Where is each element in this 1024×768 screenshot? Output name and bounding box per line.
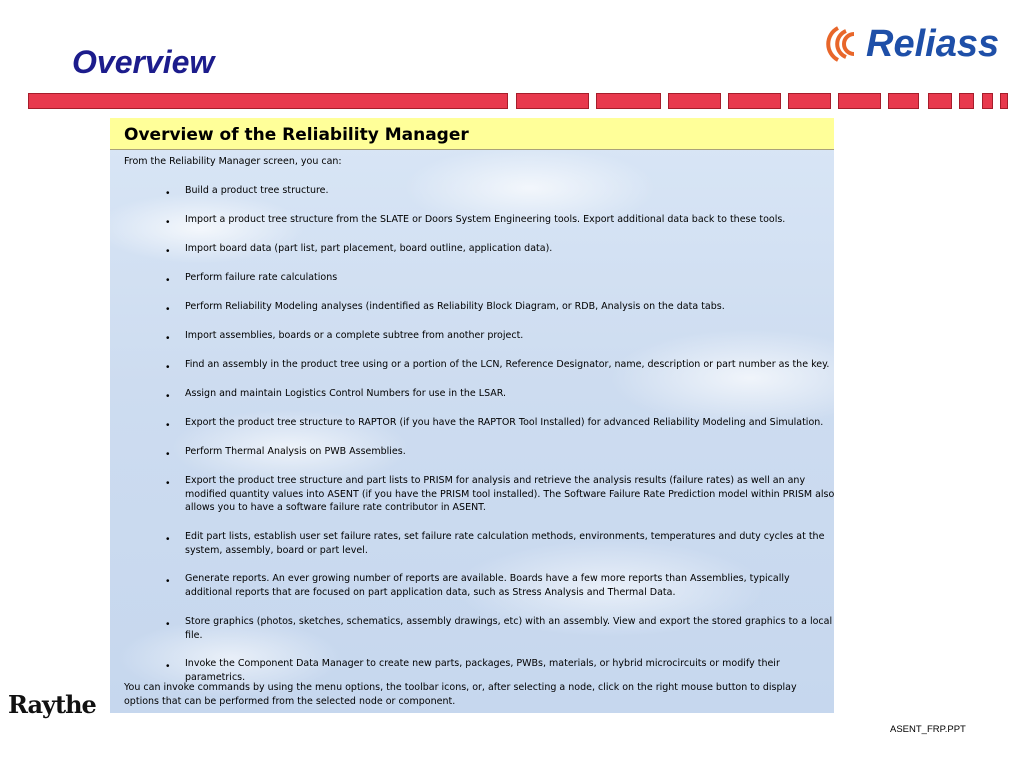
list-item: Perform failure rate calculations bbox=[185, 272, 338, 283]
slide-title: Overview bbox=[72, 44, 215, 80]
list-item: Import board data (part list, part placement, board outline, application data). bbox=[185, 243, 553, 254]
list-item: Assign and maintain Logistics Control Numbers for use in the LSAR. bbox=[185, 388, 507, 399]
stripe-segment bbox=[838, 93, 881, 109]
stripe-segment bbox=[959, 93, 974, 109]
bullet-icon: • bbox=[166, 449, 170, 460]
stripe-segment bbox=[928, 93, 952, 109]
footer-file-name: ASENT_FRP.PPT bbox=[890, 724, 966, 735]
list-item: Edit part lists, establish user set failure rates, set failure rate calculation methods, environments, temperatures and duty cycles at the system, assembly, board or part level. bbox=[185, 531, 825, 556]
stripe-segment bbox=[728, 93, 781, 109]
panel-title: Overview of the Reliability Manager bbox=[124, 125, 469, 145]
stripe-segment bbox=[28, 93, 508, 109]
list-item: Export the product tree structure and part lists to PRISM for analysis and retrieve the analysis results (failure rates) as well an any modified quantity values into ASENT (if you have the PRISM tool installed). The Software Failure Rate Prediction model within PRISM also allows you to have a software failure rate contributor in ASENT. bbox=[185, 475, 834, 513]
bullet-icon: • bbox=[166, 576, 170, 587]
reliass-arc-icon bbox=[824, 22, 868, 66]
overview-panel bbox=[110, 118, 834, 713]
bullet-icon: • bbox=[166, 217, 170, 228]
list-item: Import a product tree structure from the SLATE or Doors System Engineering tools. Export additional data back to these tools. bbox=[185, 214, 786, 225]
bullet-icon: • bbox=[166, 275, 170, 286]
bullet-icon: • bbox=[166, 534, 170, 545]
reliass-logo-text: Reliass bbox=[866, 22, 1000, 65]
list-item: Build a product tree structure. bbox=[185, 185, 329, 196]
list-item: Find an assembly in the product tree using or a portion of the LCN, Reference Designator, name, description or part number as the key. bbox=[185, 359, 830, 370]
bullet-icon: • bbox=[166, 619, 170, 630]
stripe-segment bbox=[982, 93, 993, 109]
bullet-icon: • bbox=[166, 304, 170, 315]
stripe-segment bbox=[888, 93, 919, 109]
list-item: Generate reports. An ever growing number of reports are available. Boards have a few more reports than Assemblies, typically additional reports that are focused on part application data, such as Stress Analysis and Thermal Data. bbox=[185, 573, 790, 598]
bullet-icon: • bbox=[166, 478, 170, 489]
panel-footer-text: You can invoke commands by using the menu options, the toolbar icons, or, after selecting a node, click on the right mouse button to display options that can be performed from the selected node or component. bbox=[124, 682, 797, 707]
bullet-icon: • bbox=[166, 661, 170, 672]
stripe-segment bbox=[1000, 93, 1008, 109]
reliass-logo bbox=[824, 20, 999, 68]
list-item: Store graphics (photos, sketches, schematics, assembly drawings, etc) with an assembly. View and export the stored graphics to a local file. bbox=[185, 616, 833, 641]
bullet-icon: • bbox=[166, 391, 170, 402]
stripe-segment bbox=[596, 93, 661, 109]
list-item: Perform Reliability Modeling analyses (indentified as Reliability Block Diagram, or RDB, Analysis on the data tabs. bbox=[185, 301, 725, 312]
list-item: Export the product tree structure to RAPTOR (if you have the RAPTOR Tool Installed) for advanced Reliability Modeling and Simulation. bbox=[185, 417, 824, 428]
list-item: Import assemblies, boards or a complete subtree from another project. bbox=[185, 330, 524, 341]
bullet-icon: • bbox=[166, 362, 170, 373]
stripe-segment bbox=[516, 93, 589, 109]
intro-text: From the Reliability Manager screen, you can: bbox=[124, 156, 342, 167]
bullet-icon: • bbox=[166, 246, 170, 257]
bullet-icon: • bbox=[166, 188, 170, 199]
list-item: Perform Thermal Analysis on PWB Assemblies. bbox=[185, 446, 406, 457]
list-item: Invoke the Component Data Manager to create new parts, packages, PWBs, materials, or hybrid microcircuits or modify their parametrics. bbox=[185, 658, 780, 683]
bullet-icon: • bbox=[166, 420, 170, 431]
stripe-segment bbox=[668, 93, 721, 109]
stripe-segment bbox=[788, 93, 831, 109]
raytheon-logo: Raythe bbox=[8, 690, 96, 719]
panel-header bbox=[110, 118, 834, 150]
bullet-icon: • bbox=[166, 333, 170, 344]
